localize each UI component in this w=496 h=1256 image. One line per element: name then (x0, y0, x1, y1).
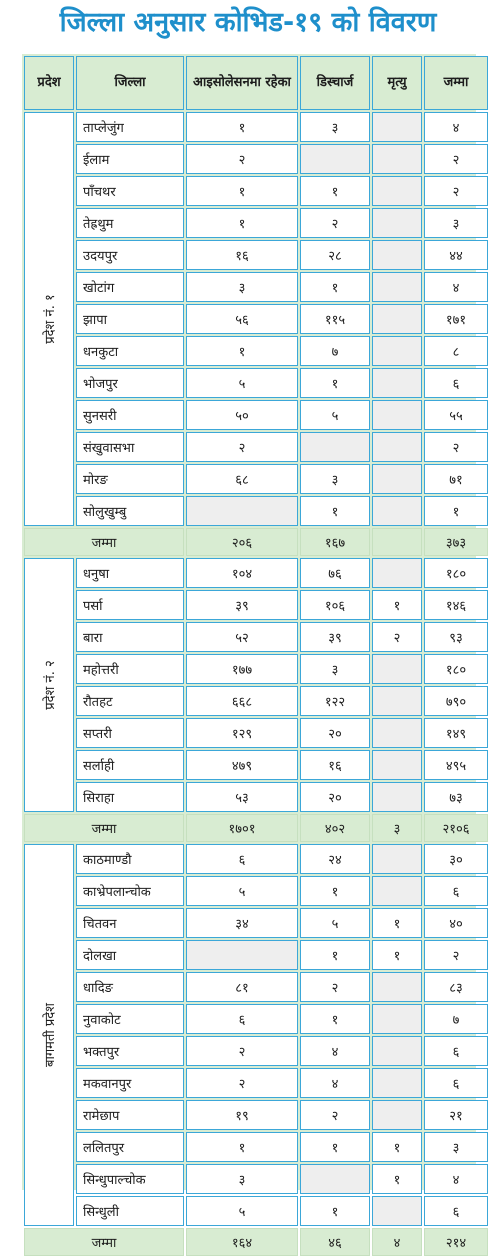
isolation-cell: ४७९ (186, 750, 298, 780)
district-cell: धादिङ (76, 972, 184, 1002)
discharge-cell: ३ (300, 654, 370, 684)
isolation-cell: ५ (186, 1196, 298, 1226)
total-total-cell: २१०६ (424, 814, 488, 842)
district-cell: भोजपुर (76, 368, 184, 398)
isolation-cell: ३ (186, 272, 298, 302)
district-cell: संखुवासभा (76, 432, 184, 462)
total-cell: १४९ (424, 718, 488, 748)
discharge-cell: १ (300, 496, 370, 526)
district-cell: ललितपुर (76, 1132, 184, 1162)
death-cell: २ (372, 622, 422, 652)
discharge-cell: २४ (300, 844, 370, 874)
district-cell: नुवाकोट (76, 1004, 184, 1034)
isolation-cell: ६८ (186, 464, 298, 494)
total-cell: ९३ (424, 622, 488, 652)
isolation-cell (186, 496, 298, 526)
discharge-cell: ४ (300, 1036, 370, 1066)
death-cell (372, 750, 422, 780)
death-cell (372, 240, 422, 270)
header-isolation: आइसोलेसनमा रहेका (186, 56, 298, 110)
death-cell (372, 1196, 422, 1226)
isolation-cell: २ (186, 432, 298, 462)
total-cell: ३ (424, 1132, 488, 1162)
isolation-cell: ६ (186, 1004, 298, 1034)
death-cell: १ (372, 1132, 422, 1162)
total-death-cell (372, 528, 422, 556)
district-cell: भक्तपुर (76, 1036, 184, 1066)
discharge-cell (300, 1164, 370, 1194)
total-cell: ४ (424, 112, 488, 142)
isolation-cell: ५६ (186, 304, 298, 334)
district-cell: महोत्तरी (76, 654, 184, 684)
death-cell: १ (372, 940, 422, 970)
total-cell: २ (424, 176, 488, 206)
district-cell: पाँचथर (76, 176, 184, 206)
discharge-cell: १ (300, 368, 370, 398)
death-cell (372, 464, 422, 494)
district-cell: सोलुखुम्बु (76, 496, 184, 526)
death-cell (372, 176, 422, 206)
district-cell: काठमाण्डौ (76, 844, 184, 874)
province-label (24, 112, 74, 526)
district-cell: धनुषा (76, 558, 184, 588)
province-name: प्रदेश नं. २ (43, 660, 59, 710)
header-total: जम्मा (424, 56, 488, 110)
death-cell (372, 718, 422, 748)
district-cell: मोरङ (76, 464, 184, 494)
isolation-cell: १ (186, 112, 298, 142)
total-cell: ६ (424, 1068, 488, 1098)
discharge-cell: ३ (300, 112, 370, 142)
discharge-cell: २ (300, 1100, 370, 1130)
province-label (24, 844, 74, 1226)
district-cell: सर्लाही (76, 750, 184, 780)
death-cell (372, 654, 422, 684)
total-discharge-cell: ४६ (300, 1228, 370, 1256)
page-title: जिल्ला अनुसार कोभिड-१९ को विवरण (59, 7, 437, 38)
total-label: जम्मा (24, 528, 184, 556)
discharge-cell: ५ (300, 400, 370, 430)
death-cell (372, 112, 422, 142)
total-discharge-cell: १६७ (300, 528, 370, 556)
district-cell: झापा (76, 304, 184, 334)
discharge-cell: २८ (300, 240, 370, 270)
isolation-cell (186, 940, 298, 970)
total-total-cell: २१४ (424, 1228, 488, 1256)
province-label (24, 558, 74, 812)
discharge-cell: १ (300, 1196, 370, 1226)
total-isolation-cell: १७०१ (186, 814, 298, 842)
district-cell: सिराहा (76, 782, 184, 812)
discharge-cell: ५ (300, 908, 370, 938)
death-cell (372, 304, 422, 334)
death-cell: १ (372, 590, 422, 620)
total-cell: ८ (424, 336, 488, 366)
header-province: प्रदेश (24, 56, 74, 110)
isolation-cell: ५३ (186, 782, 298, 812)
death-cell: १ (372, 908, 422, 938)
district-cell: बारा (76, 622, 184, 652)
isolation-cell: १६ (186, 240, 298, 270)
total-cell: ७ (424, 1004, 488, 1034)
death-cell (372, 272, 422, 302)
discharge-cell: १२२ (300, 686, 370, 716)
district-cell: तेह्रथुम (76, 208, 184, 238)
total-isolation-cell: २०६ (186, 528, 298, 556)
district-cell: पर्सा (76, 590, 184, 620)
death-cell (372, 844, 422, 874)
discharge-cell: २० (300, 782, 370, 812)
death-cell (372, 496, 422, 526)
isolation-cell: ३४ (186, 908, 298, 938)
death-cell (372, 144, 422, 174)
isolation-cell: १ (186, 176, 298, 206)
death-cell (372, 782, 422, 812)
death-cell (372, 876, 422, 906)
total-cell: ६ (424, 368, 488, 398)
header-discharge: डिस्चार्ज (300, 56, 370, 110)
total-cell: ४ (424, 1164, 488, 1194)
isolation-cell: १०४ (186, 558, 298, 588)
discharge-cell: ३९ (300, 622, 370, 652)
isolation-cell: १७७ (186, 654, 298, 684)
covid-district-table (22, 54, 476, 1251)
discharge-cell (300, 144, 370, 174)
district-cell: मकवानपुर (76, 1068, 184, 1098)
death-cell (372, 1100, 422, 1130)
isolation-cell: १९ (186, 1100, 298, 1130)
isolation-cell: ६६८ (186, 686, 298, 716)
isolation-cell: ८१ (186, 972, 298, 1002)
discharge-cell: १ (300, 176, 370, 206)
province-name: प्रदेश नं. १ (43, 294, 59, 344)
death-cell (372, 1036, 422, 1066)
total-cell: २१ (424, 1100, 488, 1130)
discharge-cell: २ (300, 972, 370, 1002)
total-cell: ६ (424, 876, 488, 906)
total-cell: १४६ (424, 590, 488, 620)
total-cell: ७१ (424, 464, 488, 494)
district-cell: सिन्धुपाल्चोक (76, 1164, 184, 1194)
isolation-cell: ५ (186, 368, 298, 398)
discharge-cell: ४ (300, 1068, 370, 1098)
total-cell: ७९० (424, 686, 488, 716)
discharge-cell: १ (300, 876, 370, 906)
isolation-cell: १ (186, 336, 298, 366)
death-cell (372, 558, 422, 588)
discharge-cell (300, 432, 370, 462)
district-cell: सिन्धुली (76, 1196, 184, 1226)
death-cell (372, 208, 422, 238)
discharge-cell: २० (300, 718, 370, 748)
total-discharge-cell: ४०२ (300, 814, 370, 842)
district-cell: रामेछाप (76, 1100, 184, 1130)
discharge-cell: १ (300, 1004, 370, 1034)
total-cell: १ (424, 496, 488, 526)
district-cell: सुनसरी (76, 400, 184, 430)
district-cell: खोटांग (76, 272, 184, 302)
isolation-cell: ६ (186, 844, 298, 874)
district-cell: ताप्लेजुंग (76, 112, 184, 142)
header-death: मृत्यु (372, 56, 422, 110)
total-cell: ४४ (424, 240, 488, 270)
total-cell: २ (424, 940, 488, 970)
discharge-cell: १०६ (300, 590, 370, 620)
isolation-cell: २ (186, 1036, 298, 1066)
total-cell: १८० (424, 654, 488, 684)
discharge-cell: ११५ (300, 304, 370, 334)
total-label: जम्मा (24, 814, 184, 842)
district-cell: सप्तरी (76, 718, 184, 748)
death-cell (372, 1004, 422, 1034)
death-cell (372, 972, 422, 1002)
isolation-cell: २ (186, 1068, 298, 1098)
district-cell: दोलखा (76, 940, 184, 970)
total-isolation-cell: १६४ (186, 1228, 298, 1256)
isolation-cell: ५० (186, 400, 298, 430)
discharge-cell: १ (300, 1132, 370, 1162)
isolation-cell: १ (186, 208, 298, 238)
header-district: जिल्ला (76, 56, 184, 110)
district-cell: चितवन (76, 908, 184, 938)
total-cell: २ (424, 432, 488, 462)
district-cell: ईलाम (76, 144, 184, 174)
discharge-cell: २ (300, 208, 370, 238)
discharge-cell: १ (300, 940, 370, 970)
isolation-cell: १ (186, 1132, 298, 1162)
discharge-cell: ७६ (300, 558, 370, 588)
province-name: बागमती प्रदेश (43, 1003, 58, 1067)
isolation-cell: ५२ (186, 622, 298, 652)
total-label: जम्मा (24, 1228, 184, 1256)
total-death-cell: ३ (372, 814, 422, 842)
total-cell: ३० (424, 844, 488, 874)
death-cell: १ (372, 1164, 422, 1194)
total-cell: २ (424, 144, 488, 174)
total-total-cell: ३७३ (424, 528, 488, 556)
district-cell: काभ्रेपलान्चोक (76, 876, 184, 906)
total-death-cell: ४ (372, 1228, 422, 1256)
district-cell: धनकुटा (76, 336, 184, 366)
isolation-cell: ५ (186, 876, 298, 906)
death-cell (372, 1068, 422, 1098)
death-cell (372, 432, 422, 462)
total-cell: ४० (424, 908, 488, 938)
district-cell: रौतहट (76, 686, 184, 716)
total-cell: ७३ (424, 782, 488, 812)
total-cell: ४९५ (424, 750, 488, 780)
death-cell (372, 336, 422, 366)
discharge-cell: १ (300, 272, 370, 302)
isolation-cell: २ (186, 144, 298, 174)
death-cell (372, 368, 422, 398)
total-cell: १८० (424, 558, 488, 588)
total-cell: ८३ (424, 972, 488, 1002)
isolation-cell: ३ (186, 1164, 298, 1194)
total-cell: ६ (424, 1036, 488, 1066)
isolation-cell: १२९ (186, 718, 298, 748)
total-cell: ४ (424, 272, 488, 302)
total-cell: १७१ (424, 304, 488, 334)
discharge-cell: १६ (300, 750, 370, 780)
death-cell (372, 400, 422, 430)
total-cell: ३ (424, 208, 488, 238)
discharge-cell: ३ (300, 464, 370, 494)
isolation-cell: ३९ (186, 590, 298, 620)
total-cell: ६ (424, 1196, 488, 1226)
total-cell: ५५ (424, 400, 488, 430)
discharge-cell: ७ (300, 336, 370, 366)
death-cell (372, 686, 422, 716)
district-cell: उदयपुर (76, 240, 184, 270)
